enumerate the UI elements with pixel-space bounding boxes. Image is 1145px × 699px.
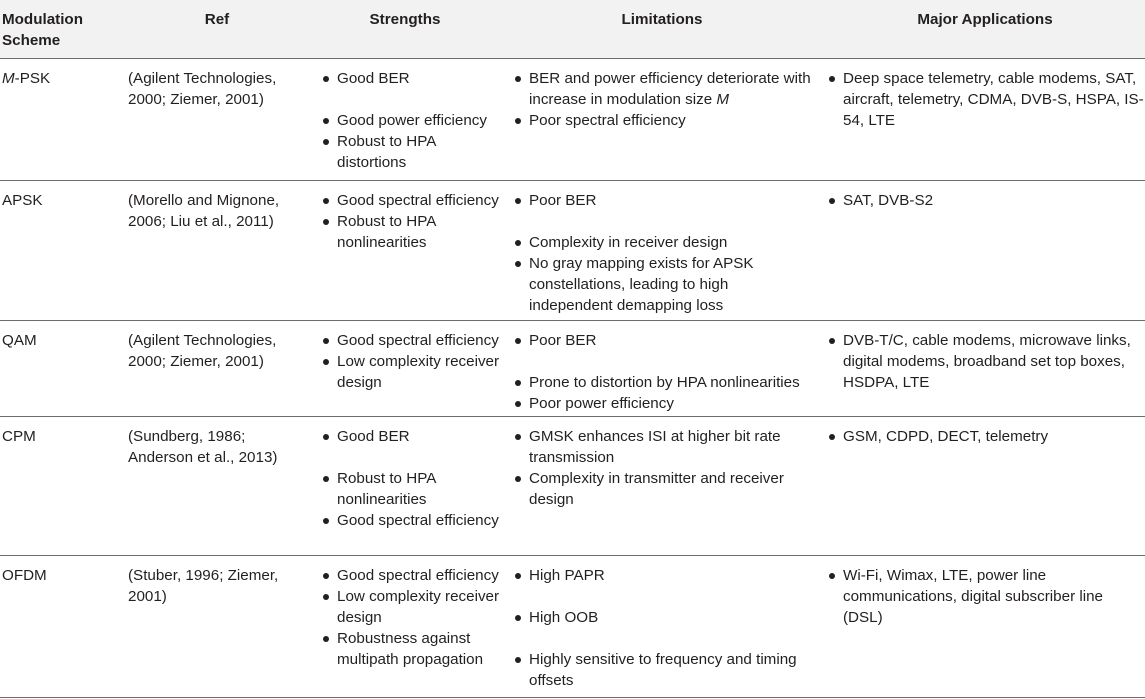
scheme-name: -PSK [14,70,51,87]
list-item: Complexity in transmitter and receiver design [512,468,812,510]
header-ref: Ref [204,11,230,28]
applications-cell [826,565,1144,628]
list-item: Low complexity receiver design [320,351,500,393]
list-item: High PAPR [512,565,812,586]
applications-cell [826,190,1144,211]
list-item: Robust to HPA distortions [320,131,500,173]
limitations-cell [512,426,812,510]
list-item: No gray mapping exists for APSK constellations, leading to high independent demapping loss [512,253,812,316]
header-limitations: Limitations [621,11,703,28]
list-item: Highly sensitive to frequency and timing offsets [512,649,812,691]
list-item-italic: M [716,91,730,108]
list-item: Good BER [320,68,500,89]
list-item [512,68,812,110]
ref-cell: (Sundberg, 1986; Anderson et al., 2013) [128,428,278,466]
applications-cell [826,68,1144,131]
table-row [0,321,1145,417]
strengths-cell [320,426,500,531]
list-item: GMSK enhances ISI at higher bit rate transmission [512,426,812,468]
list-item: SAT, DVB-S2 [826,190,1144,211]
header-strengths: Strengths [369,11,441,28]
ref-cell: (Agilent Technologies, 2000; Ziemer, 2001) [128,70,277,108]
scheme-cell [2,68,112,89]
scheme-cell: APSK [2,192,43,209]
list-item: Complexity in receiver design [512,232,812,253]
list-item: High OOB [512,607,812,628]
list-item: Prone to distortion by HPA nonlinearities [512,372,812,393]
list-item: Low complexity receiver design [320,586,500,628]
list-item: Good spectral efficiency [320,510,500,531]
limitations-cell [512,68,812,131]
list-item: Good spectral efficiency [320,190,500,211]
list-item: GSM, CDPD, DECT, telemetry [826,426,1144,447]
scheme-cell: OFDM [2,567,47,584]
scheme-prefix: M [2,70,15,87]
scheme-cell: QAM [2,332,37,349]
strengths-cell [320,330,500,393]
ref-cell: (Agilent Technologies, 2000; Ziemer, 2001) [128,332,277,370]
list-item: Poor BER [512,330,812,351]
ref-cell: (Stuber, 1996; Ziemer, 2001) [128,567,279,605]
list-item: DVB-T/C, cable modems, microwave links, digital modems, broadband set top boxes, HSDPA, LTE [826,330,1144,393]
table-header [0,0,1145,59]
list-item: Poor BER [512,190,812,211]
strengths-cell [320,565,500,670]
list-item: Poor spectral efficiency [512,110,812,131]
list-item: Robustness against multipath propagation [320,628,500,670]
scheme-cell: CPM [2,428,36,445]
table-row [0,556,1145,698]
applications-cell [826,330,1144,393]
list-item: Good spectral efficiency [320,565,500,586]
table-row [0,59,1145,181]
strengths-cell [320,68,500,173]
list-item-text: BER and power efficiency deteriorate with increase in modulation size [529,70,811,108]
list-item: Deep space telemetry, cable modems, SAT, aircraft, telemetry, CDMA, DVB-S, HSPA, IS-54, LTE [826,68,1144,131]
list-item: Poor power efficiency [512,393,812,414]
header-major-applications: Major Applications [917,11,1053,28]
ref-cell: (Morello and Mignone, 2006; Liu et al., 2011) [128,192,280,230]
list-item: Robust to HPA nonlinearities [320,211,500,253]
limitations-cell [512,190,812,316]
applications-cell [826,426,1144,447]
list-item: Robust to HPA nonlinearities [320,468,500,510]
list-item: Wi-Fi, Wimax, LTE, power line communications, digital subscriber line (DSL) [826,565,1144,628]
limitations-cell [512,330,812,414]
list-item: Good power efficiency [320,110,500,131]
list-item: Good BER [320,426,500,447]
limitations-cell [512,565,812,691]
table-row [0,417,1145,556]
strengths-cell [320,190,500,253]
list-item: Good spectral efficiency [320,330,500,351]
table-row [0,181,1145,321]
header-modulation-scheme: Modulation Scheme [2,11,83,49]
